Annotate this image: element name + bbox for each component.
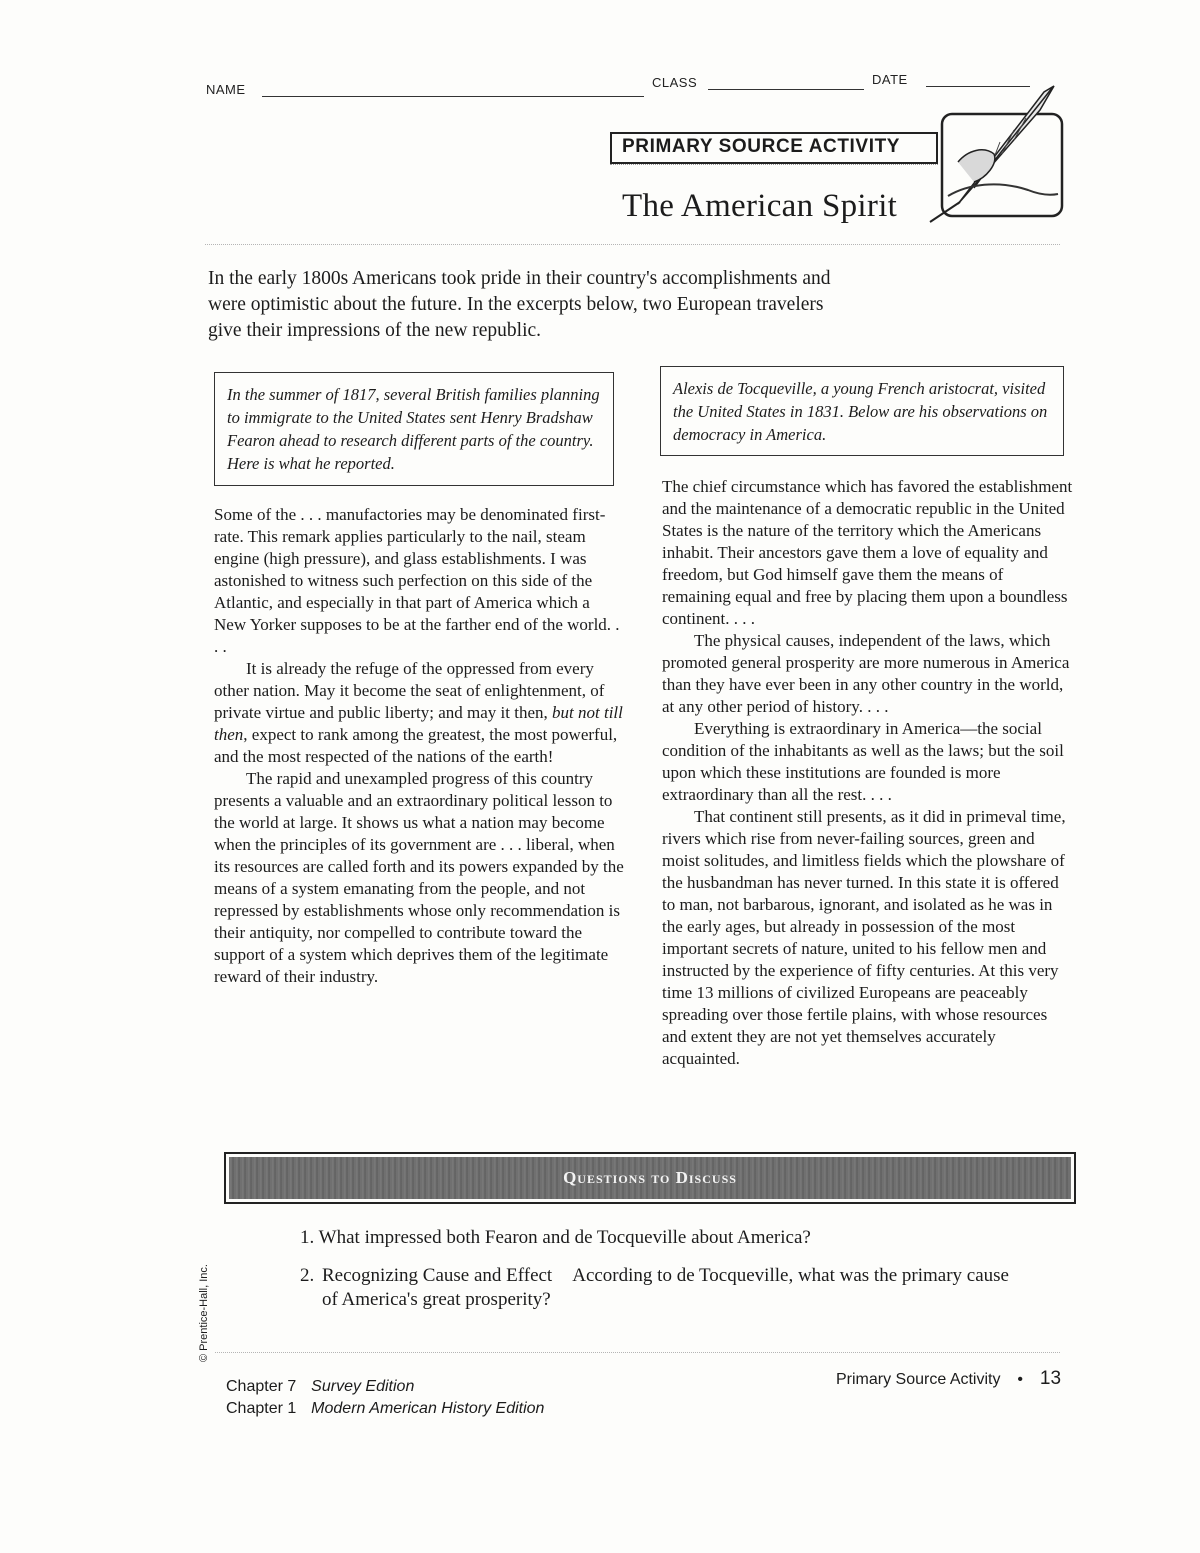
question-2 bbox=[300, 1264, 1020, 1312]
chapter-number: Chapter 7 bbox=[226, 1378, 297, 1395]
chapter-number: Chapter 1 bbox=[226, 1400, 297, 1417]
quill-pen-icon bbox=[928, 80, 1068, 230]
footer-page-info bbox=[836, 1368, 1061, 1390]
activity-label-text: PRIMARY SOURCE ACTIVITY bbox=[622, 136, 901, 157]
footer-chapter-survey bbox=[226, 1378, 414, 1396]
activity-label bbox=[610, 132, 938, 164]
excerpt-paragraph: The physical causes, independent of the laws, which promoted general prosperity are more numerous in America than they have ever been in any other country in the world, at any other period of history. . . . bbox=[662, 631, 1070, 716]
question-1 bbox=[300, 1226, 1020, 1250]
questions-banner-fill bbox=[229, 1157, 1071, 1199]
question-text: What impressed both Fearon and de Tocqueville about America? bbox=[318, 1227, 811, 1248]
edition-name: Modern American History Edition bbox=[311, 1400, 545, 1417]
question-text: According to de Tocqueville, what was the primary cause of America's great prosperity? bbox=[322, 1265, 1009, 1310]
fearon-context-box: In the summer of 1817, several British families planning to immigrate to the United States sent Henry Bradshaw Fearon ahead to research different parts of the country. Here is what he reported. bbox=[214, 372, 614, 486]
class-field[interactable] bbox=[708, 89, 864, 90]
questions-banner bbox=[224, 1152, 1076, 1204]
page-title: The American Spirit bbox=[622, 188, 898, 224]
excerpt-emphasis: but not till then bbox=[214, 703, 623, 744]
page-number: 13 bbox=[1039, 1368, 1062, 1389]
excerpt-paragraph: The rapid and unexampled progress of this country presents a valuable and an extraordinary political lesson to the world at large. It shows us what a nation may become when the principles of its government are . . . liberal, when its resources are called forth and its powers expanded by the means of a system emanating from the people, and not repressed by establishments whose only recommendation is their antiquity, nor compelled to contribute toward the support of a system which deprives them of the legitimate reward of their industry. bbox=[214, 769, 624, 986]
fearon-excerpt bbox=[214, 504, 624, 988]
tocqueville-excerpt bbox=[662, 476, 1076, 1070]
footer-activity-label: Primary Source Activity bbox=[836, 1371, 1001, 1388]
question-number: 2. bbox=[300, 1265, 315, 1286]
name-label: NAME bbox=[206, 82, 246, 97]
footer-divider bbox=[215, 1352, 1060, 1353]
excerpt-paragraph bbox=[214, 658, 624, 768]
intro-line: In the early 1800s Americans took pride in their country's accomplishments and bbox=[208, 268, 831, 289]
intro-text bbox=[208, 266, 968, 344]
copyright-notice: © Prentice-Hall, Inc. bbox=[198, 1264, 210, 1362]
tocqueville-context-box: Alexis de Tocqueville, a young French aristocrat, visited the United States in 1831. Below are his observations on democracy in America. bbox=[660, 366, 1064, 456]
activity-underline bbox=[610, 164, 938, 165]
excerpt-paragraph: Some of the . . . manufactories may be denominated first-rate. This remark applies particularly to the nail, steam engine (high pressure), and glass establishments. I was astonished to witness such perfection on this side of the Atlantic, and especially in that part of America which a New Yorker supposes to be at the farther end of the world. . . . bbox=[214, 505, 620, 656]
excerpt-text: It is already the refuge of the oppressed from every other nation. May it become the seat of enlightenment, of private virtue and public liberty; and may it then, bbox=[214, 659, 605, 722]
footer-bullet: • bbox=[1017, 1371, 1023, 1388]
excerpt-text: , expect to rank among the greatest, the most powerful, and the most respected of the nations of the earth! bbox=[214, 725, 618, 766]
name-field[interactable] bbox=[262, 96, 644, 97]
questions-banner-title: Questions to Discuss bbox=[563, 1168, 737, 1187]
excerpt-paragraph: Everything is extraordinary in America—the social condition of the inhabitants as well as the laws; but the soil upon which these institutions are founded is more extraordinary than all the rest. . . . bbox=[662, 719, 1064, 804]
excerpt-paragraph: The chief circumstance which has favored the establishment and the maintenance of a democratic republic in the United States is the nature of the territory which the Americans inhabit. Their ancestors gave them a love of equality and freedom, but God himself gave them the means of remaining equal and free by placing them upon a boundless continent. . . . bbox=[662, 477, 1073, 628]
excerpt-paragraph: That continent still presents, as it did in primeval time, rivers which rise from never-failing sources, green and moist solitudes, and limitless fields which the plowshare of the husbandman has never turned. In this state it is offered to man, not barbarous, ignorant, and isolated as he was in the early ages, but already in possession of the most important secrets of nature, united to his fellow men and instructed by the experience of fifty centuries. At this very time 13 millions of civilized Europeans are peaceably spreading over those fertile plains, with whose resources and extent they are not yet themselves accurately acquainted. bbox=[662, 807, 1066, 1068]
intro-line: were optimistic about the future. In the excerpts below, two European travelers bbox=[208, 294, 824, 315]
header-divider bbox=[205, 244, 1060, 245]
question-number: 1. bbox=[300, 1227, 315, 1248]
intro-line: give their impressions of the new republic. bbox=[208, 320, 542, 341]
question-skill: Recognizing Cause and Effect bbox=[322, 1265, 553, 1286]
date-label: DATE bbox=[872, 72, 908, 87]
footer-chapter-modern bbox=[226, 1400, 544, 1418]
edition-name: Survey Edition bbox=[311, 1378, 415, 1395]
class-label: CLASS bbox=[652, 75, 698, 90]
